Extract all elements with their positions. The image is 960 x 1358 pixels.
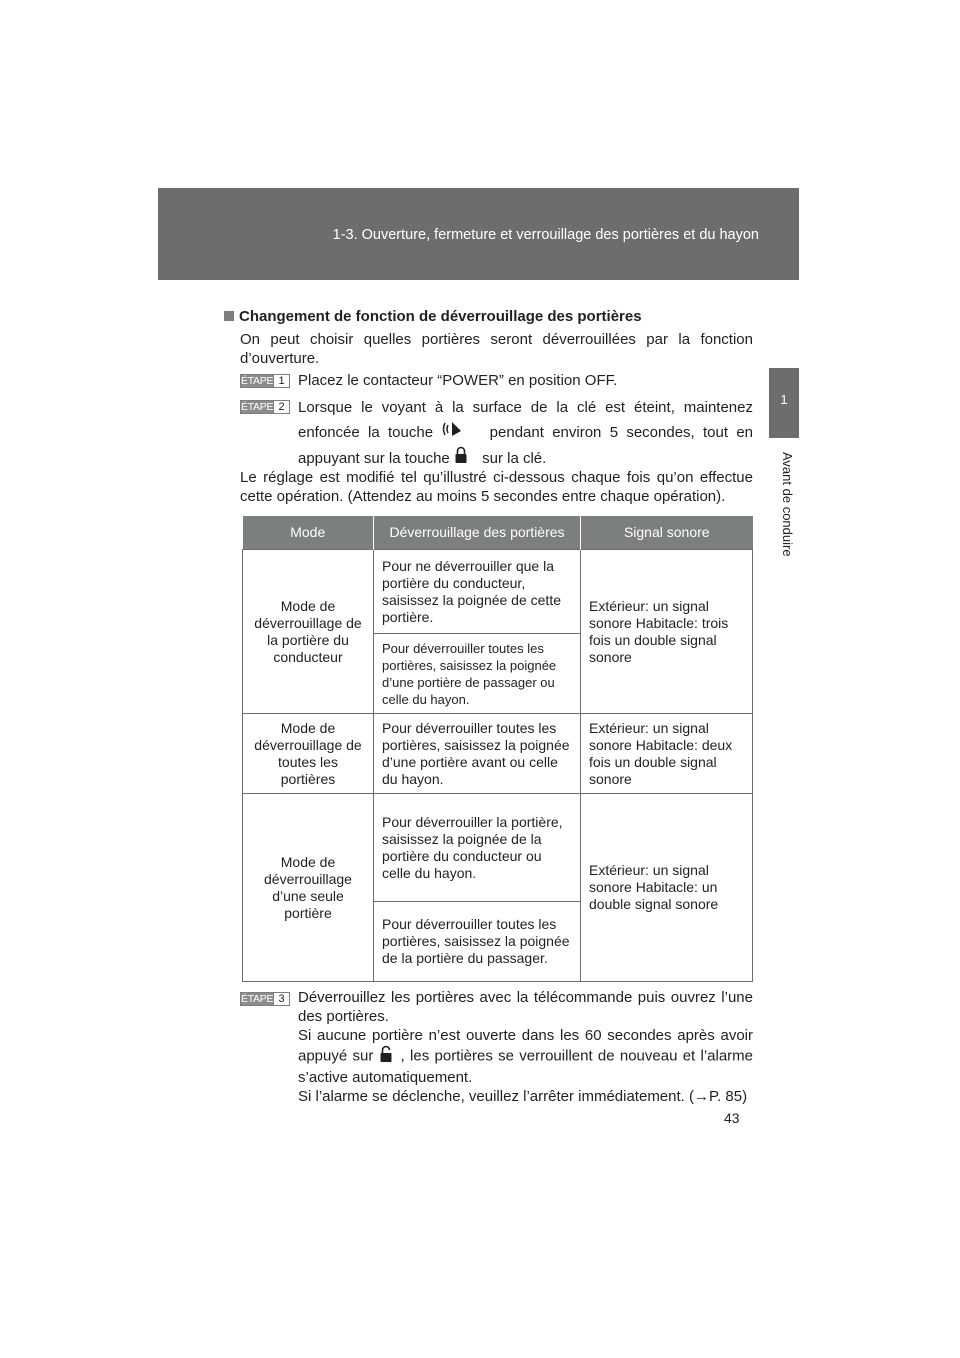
mode-cell: Mode de déverrouillage de toutes les portières xyxy=(243,714,374,794)
table-header-row xyxy=(243,516,753,550)
table-row xyxy=(243,714,753,794)
step-2-badge: ÉTAPE 2 xyxy=(240,400,290,414)
col-header-unlock: Déverrouillage des portières xyxy=(374,516,581,550)
step-3-badge: ÉTAPE 3 xyxy=(240,992,290,1006)
col-header-signal: Signal sonore xyxy=(581,516,753,550)
signal-cell: Extérieur: un signal sonore Habitacle: un double signal sonore xyxy=(581,794,753,982)
chapter-tab xyxy=(769,368,799,438)
step-3-line-3: Si l’alarme se déclenche, veuillez l’arrêter immédiatement. (→P. 85) xyxy=(298,1088,748,1105)
unlock-cell: Pour déverrouiller toutes les portières, saisissez la poignée d’une portière de passager ou celle du hayon. xyxy=(374,634,581,714)
signal-cell: Extérieur: un signal sonore Habitacle: trois fois un double signal sonore xyxy=(581,550,753,714)
chapter-number: 1 xyxy=(780,392,788,407)
step-1-badge: ÉTAPE 1 xyxy=(240,374,290,388)
signal-cell: Extérieur: un signal sonore Habitacle: deux fois un double signal sonore xyxy=(581,714,753,794)
unlock-cell: Pour déverrouiller toutes les portières, saisissez la poignée de la portière du passager. xyxy=(374,902,581,982)
section-title: Changement de fonction de déverrouillage des portières xyxy=(224,308,642,325)
settings-paragraph: Le réglage est modifié tel qu’illustré ci-dessous chaque fois qu’on effectue cette opération. (Attendez au moins 5 secondes entre chaque opération). xyxy=(240,469,753,505)
unlock-cell: Pour ne déverrouiller que la portière du conducteur, saisissez la poignée de cette portière. xyxy=(374,550,581,634)
col-header-mode: Mode xyxy=(243,516,374,550)
page-number: 43 xyxy=(724,1110,740,1126)
step-3-text xyxy=(298,988,753,1106)
door-open-signal-icon xyxy=(441,420,481,446)
step-2-text: Lorsque le voyant à la surface de la clé est éteint, maintenez enfoncée la touche pendant environ 5 secondes, tout en appuyant sur la touche sur la clé. xyxy=(298,396,753,472)
chapter-header xyxy=(158,188,799,280)
table-row xyxy=(243,550,753,634)
table-row xyxy=(243,794,753,902)
step-1-text: Placez le contacteur “POWER” en position OFF. xyxy=(298,372,618,389)
chapter-label: Avant de conduire xyxy=(780,452,795,557)
intro-paragraph: On peut choisir quelles portières seront déverrouillées par la fonction d’ouverture. xyxy=(240,331,753,367)
header-title: 1-3. Ouverture, fermeture et verrouillage des portières et du hayon xyxy=(332,227,759,243)
bullet-square-icon xyxy=(224,311,234,321)
unlock-modes-table xyxy=(242,516,753,982)
padlock-unlock-icon xyxy=(379,1045,401,1068)
step-3-line-1: Déverrouillez les portières avec la télécommande puis ouvrez l’une des portières. xyxy=(298,989,753,1025)
step-3-line-2: Si aucune portière n’est ouverte dans les 60 secondes après avoir appuyé sur , les portières se verrouillent de nouveau et l’alarme s’active automatiquement. xyxy=(298,1027,753,1086)
mode-cell: Mode de déverrouillage d’une seule portière xyxy=(243,794,374,982)
unlock-cell: Pour déverrouiller la portière, saisissez la poignée de la portière du conducteur ou celle du hayon. xyxy=(374,794,581,902)
mode-cell: Mode de déverrouillage de la portière du conducteur xyxy=(243,550,374,714)
unlock-cell: Pour déverrouiller toutes les portières, saisissez la poignée d’une portière avant ou celle du hayon. xyxy=(374,714,581,794)
